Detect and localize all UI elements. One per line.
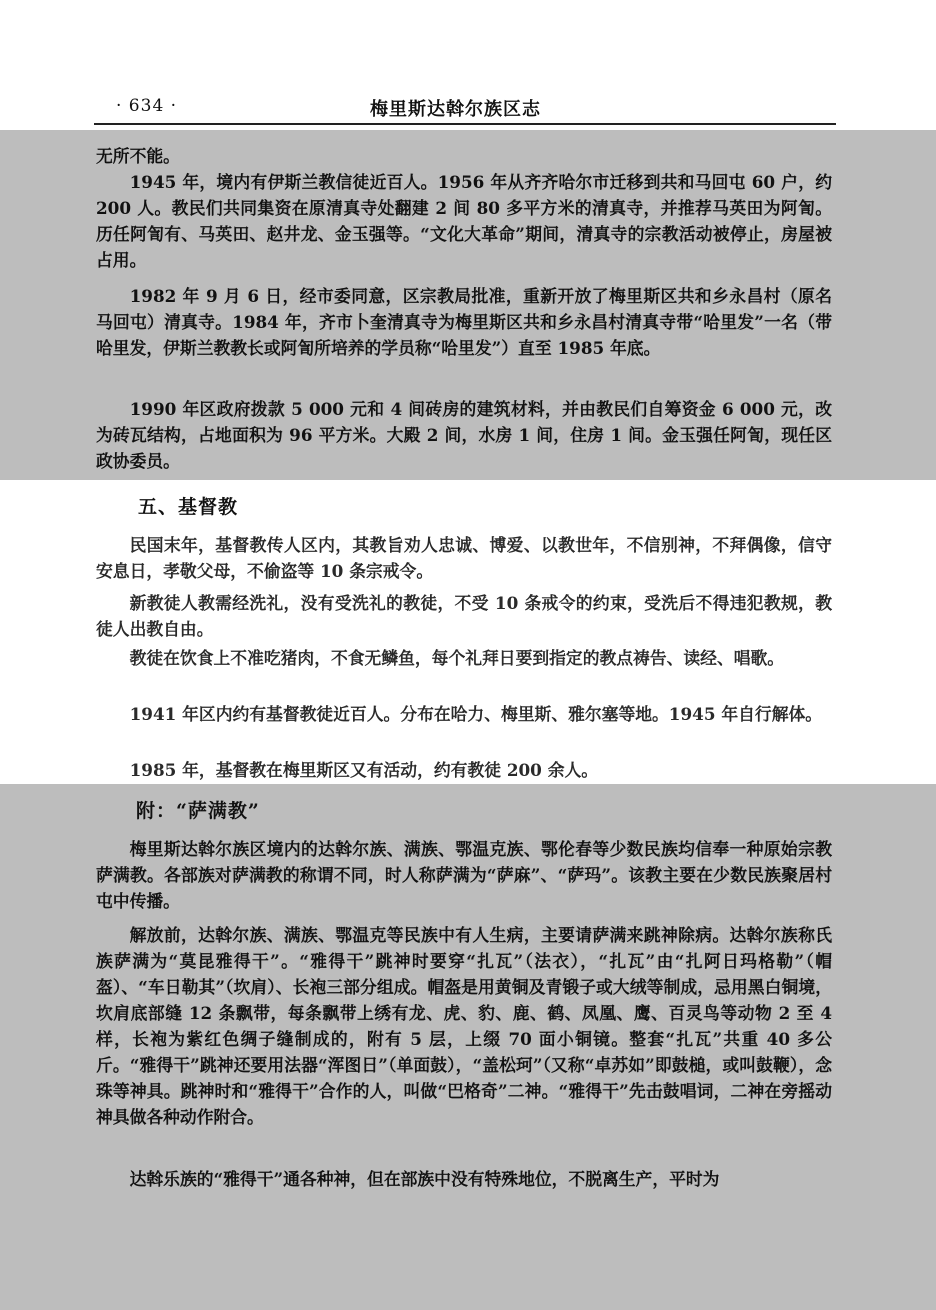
header-rule xyxy=(94,123,836,125)
paragraph-shaman-1: 梅里斯达斡尔族区境内的达斡尔族、满族、鄂温克族、鄂伦春等少数民族均信奉一种原始宗教萨满教。各部族对萨满教的称谓不同，时人称萨满为“萨麻”、“萨玛”。该教主要在少数民族聚居村屯中传播。 xyxy=(96,839,832,911)
paragraph-shaman-2: 解放前，达斡尔族、满族、鄂温克等民族中有人生病，主要请萨满来跳神除病。达斡尔族称氏族萨满为“莫昆雅得干”。“雅得干”跳神时要穿“扎瓦”（法衣），“扎瓦”由“扎阿日玛格勒”（帽盔）、“车日勒其”（坎肩）、长袍三部分组成。帽盔是用黄铜及青锻子或大绒等制成，忌用黑白铜境，坎肩底部缝 12 条飘带，每条飘带上绣有龙、虎、豹、鹿、鹤、凤凰、鹰、百灵鸟等动物 2 至 4 样，长袍为紫红色绸子缝制成的，附有 5 层，上缀 70 面小铜镜。整套“扎瓦”共重 40 多公斤。“雅得干”跳神还要用法器“浑图日”（单面鼓），“盖松珂”（又称“卓苏如”即鼓槌，或叫鼓鞭），念珠等神具。跳神时和“雅得干”合作的人，叫做“巴格奇”二神。“雅得干”先击鼓唱词，二神在旁摇动神具做各种动作附合。 xyxy=(96,925,832,1127)
section-heading-shaman: 附：“萨满教” xyxy=(136,800,260,822)
paragraph-islam-4: 1990 年区政府拨款 5 000 元和 4 间砖房的建筑材料，并由教民们自筹资金 6 000 元，改为砖瓦结构，占地面积为 96 平方米。大殿 2 间，水房 1 间，住房 1 间。金玉强任阿訇，现任区政协委员。 xyxy=(96,399,832,471)
page-number: · 634 · xyxy=(116,96,178,116)
section-heading-christianity: 五、基督教 xyxy=(138,496,239,518)
book-title: 梅里斯达斡尔族区志 xyxy=(370,99,541,120)
paragraph-christianity-3: 教徒在饮食上不准吃猪肉，不食无鳞鱼，每个礼拜日要到指定的教点祷告、读经、唱歌。 xyxy=(129,648,785,668)
paragraph-islam-1: 无所不能。 xyxy=(96,146,180,166)
running-header xyxy=(94,94,836,124)
paragraph-islam-2: 1945 年，境内有伊斯兰教信徒近百人。1956 年从齐齐哈尔市迁移到共和马回屯 60 户，约 200 人。教民们共同集资在原清真寺处翻建 2 间 80 多平方米的清真寺，并推荐马英田为阿訇。历任阿訇有、马英田、赵井龙、金玉强等。“文化大革命”期间，清真寺的宗教活动被停止，房屋被占用。 xyxy=(96,172,832,270)
paragraph-christianity-4: 1941 年区内约有基督教徒近百人。分布在哈力、梅里斯、雅尔塞等地。1945 年自行解体。 xyxy=(129,704,823,724)
paragraph-christianity-1: 民国末年，基督教传人区内，其教旨劝人忠诚、博爱、以教世年，不信别神，不拜偶像，信守安息日，孝敬父母，不偷盗等 10 条宗戒令。 xyxy=(96,535,832,581)
paragraph-islam-3: 1982 年 9 月 6 日，经市委同意，区宗教局批准，重新开放了梅里斯区共和乡永昌村（原名马回屯）清真寺。1984 年，齐市卜奎清真寺为梅里斯区共和乡永昌村清真寺带“哈里发”一名（带哈里发，伊斯兰教教长或阿訇所培养的学员称“哈里发”）直至 1985 年底。 xyxy=(96,286,832,358)
paragraph-christianity-5: 1985 年，基督教在梅里斯区又有活动，约有教徒 200 余人。 xyxy=(129,760,599,780)
paragraph-christianity-2: 新教徒人教需经洗礼，没有受洗礼的教徒，不受 10 条戒令的约束，受洗后不得违犯教规，教徒人出教自由。 xyxy=(96,593,832,639)
paragraph-shaman-3: 达斡乐族的“雅得干”通各种神，但在部族中没有特殊地位，不脱离生产，平时为 xyxy=(129,1169,720,1189)
